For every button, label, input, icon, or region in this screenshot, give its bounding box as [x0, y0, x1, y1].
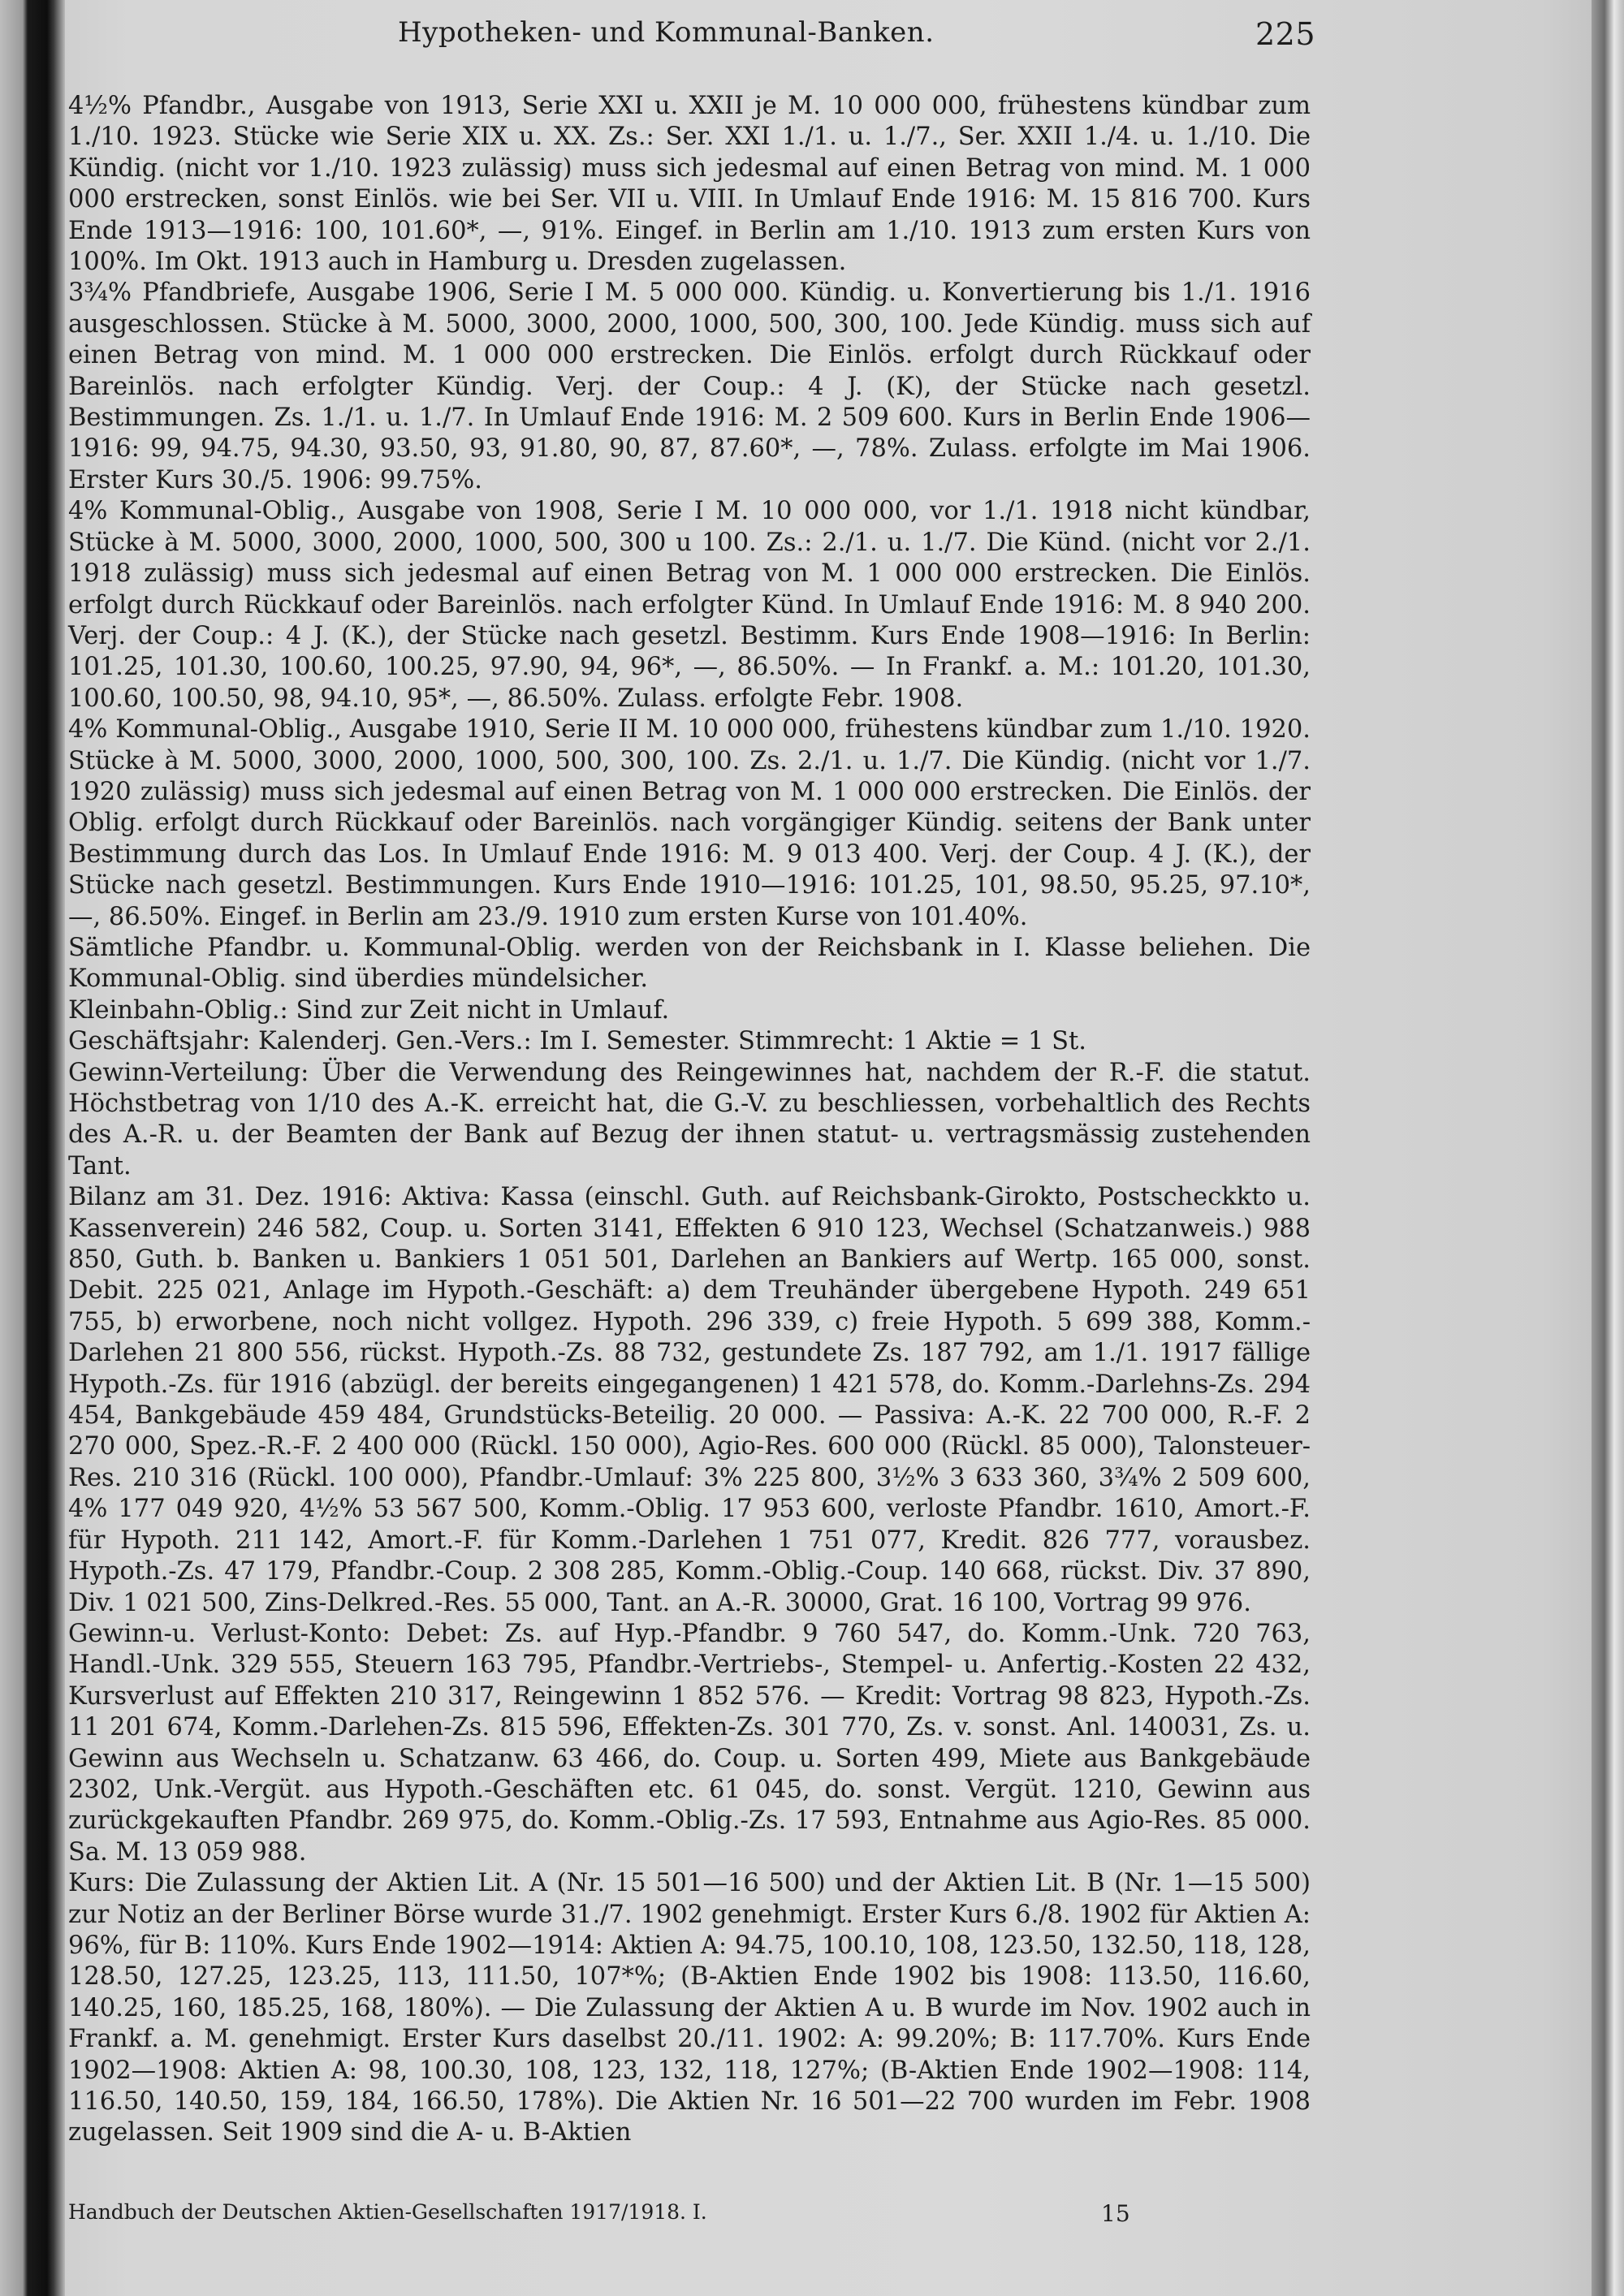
- page-edge-right: [1592, 0, 1624, 2296]
- paragraph-kommunal-oblig-1908: 4% Kommunal-Oblig., Ausgabe von 1908, Serie I M. 10 000 000, vor 1./1. 1918 nicht kündbar, Stücke à M. 5000, 3000, 2000, 1000, 500, 300 u 100. Zs.: 2./1. u. 1./7. Die Künd. (nicht vor 2./1. 1918 zulässig) muss sich jedesmal auf einen Betrag von M. 1 000 000 erstrecken. Die Einlös. erfolgt durch Rückkauf oder Bareinlös. nach erfolgter Künd. In Umlauf Ende 1916: M. 8 940 200. Verj. der Coup.: 4 J. (K.), der Stücke nach gesetzl. Bestimm. Kurs Ende 1908—1916: In Berlin: 101.25, 101.30, 100.60, 100.25, 97.90, 94, 96*, —, 86.50%. — In Frankf. a. M.: 101.20, 101.30, 100.60, 100.50, 98, 94.10, 95*, —, 86.50%. Zulass. erfolgte Febr. 1908.: [68, 497, 1311, 713]
- footer-book-title: Handbuch der Deutschen Aktien-Gesellschaften 1917/1918. I.: [68, 2200, 707, 2224]
- paragraph-reichsbank-beliehen: Sämtliche Pfandbr. u. Kommunal-Oblig. werden von der Reichsbank in I. Klasse beliehen. Die Kommunal-Oblig. sind überdies mündelsicher.: [68, 933, 1311, 994]
- paragraph-kurs: Kurs: Die Zulassung der Aktien Lit. A (Nr. 15 501—16 500) und der Aktien Lit. B (Nr. 1—15 500) zur Notiz an der Berliner Börse wurde 31./7. 1902 genehmigt. Erster Kurs 6./8. 1902 für Aktien A: 96%, für B: 110%. Kurs Ende 1902—1914: Aktien A: 94.75, 100.10, 108, 123.50, 132.50, 118, 128, 128.50, 127.25, 123.25, 113, 111.50, 107*%; (B-Aktien Ende 1902 bis 1908: 113.50, 116.60, 140.25, 160, 185.25, 168, 180%). — Die Zulassung der Aktien A u. B wurde im Nov. 1902 auch in Frankf. a. M. genehmigt. Erster Kurs daselbst 20./11. 1902: A: 99.20%; B: 117.70%. Kurs Ende 1902—1908: Aktien A: 98, 100.30, 108, 123, 132, 118, 127%; (B-Aktien Ende 1902—1908: 114, 116.50, 140.50, 159, 184, 166.50, 178%). Die Aktien Nr. 16 501—22 700 wurden im Febr. 1908 zugelassen. Seit 1909 sind die A- u. B-Aktien: [68, 1869, 1311, 2147]
- paragraph-kleinbahn-oblig: Kleinbahn-Oblig.: Sind zur Zeit nicht in Umlauf.: [68, 995, 670, 1025]
- page-number: 225: [1255, 16, 1315, 52]
- header-title: Hypotheken- und Kommunal-Banken.: [398, 16, 935, 49]
- footer-signature-mark: 15: [1101, 2200, 1130, 2227]
- paragraph-bilanz-1916: Bilanz am 31. Dez. 1916: Aktiva: Kassa (einschl. Guth. auf Reichsbank-Girokto, Postscheckkto u. Kassenverein) 246 582, Coup. u. Sorten 3141, Effekten 6 910 123, Wechsel (Schatzanweis.) 988 850, Guth. b. Banken u. Bankiers 1 051 501, Darlehen an Bankiers auf Wertp. 165 000, sonst. Debit. 225 021, Anlage im Hypoth.-Geschäft: a) dem Treuhänder übergebene Hypoth. 249 651 755, b) erworbene, noch nicht vollgez. Hypoth. 296 339, c) freie Hypoth. 5 699 388, Komm.-Darlehen 21 800 556, rückst. Hypoth.-Zs. 88 732, gestundete Zs. 187 792, am 1./1. 1917 fällige Hypoth.-Zs. für 1916 (abzügl. der bereits eingegangenen) 1 421 578, do. Komm.-Darlehns-Zs. 294 454, Bankgebäude 459 484, Grundstücks-Beteilig. 20 000. — Passiva: A.-K. 22 700 000, R.-F. 2 270 000, Spez.-R.-F. 2 400 000 (Rückl. 150 000), Agio-Res. 600 000 (Rückl. 85 000), Talonsteuer-Res. 210 316 (Rückl. 100 000), Pfandbr.-Umlauf: 3% 225 800, 3½% 3 633 360, 3¾% 2 509 600, 4% 177 049 920, 4½% 53 567 500, Komm.-Oblig. 17 953 600, verloste Pfandbr. 1610, Amort.-F. für Hypoth. 211 142, Amort.-F. für Komm.-Darlehen 1 751 077, Kredit. 826 777, vorausbez. Hypoth.-Zs. 47 179, Pfandbr.-Coup. 2 308 285, Komm.-Oblig.-Coup. 140 668, rückst. Div. 37 890, Div. 1 021 500, Zins-Delkred.-Res. 55 000, Tant. an A.-R. 30000, Grat. 16 100, Vortrag 99 976.: [68, 1183, 1311, 1617]
- page-footer: [68, 2200, 1311, 2233]
- paragraph-pfandbriefe-3-75-1906: 3¾% Pfandbriefe, Ausgabe 1906, Serie I M. 5 000 000. Kündig. u. Konvertierung bis 1./1. 1916 ausgeschlossen. Stücke à M. 5000, 3000, 2000, 1000, 500, 300, 100. Jede Kündig. muss sich auf einen Betrag von mind. M. 1 000 000 erstrecken. Die Einlös. erfolgt durch Rückkauf oder Bareinlös. nach erfolgter Kündig. Verj. der Coup.: 4 J. (K), der Stücke nach gesetzl. Bestimmungen. Zs. 1./1. u. 1./7. In Umlauf Ende 1916: M. 2 509 600. Kurs in Berlin Ende 1906—1916: 99, 94.75, 94.30, 93.50, 93, 91.80, 90, 87, 87.60*, —, 78%. Zulass. erfolgte im Mai 1906. Erster Kurs 30./5. 1906: 99.75%.: [68, 278, 1311, 494]
- paragraph-pfandbr-4-5-1913: 4½% Pfandbr., Ausgabe von 1913, Serie XXI u. XXII je M. 10 000 000, frühestens kündbar zum 1./10. 1923. Stücke wie Serie XIX u. XX. Zs.: Ser. XXI 1./1. u. 1./7., Ser. XXII 1./4. u. 1./10. Die Kündig. (nicht vor 1./10. 1923 zulässig) muss sich jedesmal auf einen Betrag von mind. M. 1 000 000 erstrecken, sonst Einlös. wie bei Ser. VII u. VIII. In Umlauf Ende 1916: M. 15 816 700. Kurs Ende 1913—1916: 100, 101.60*, —, 91%. Eingef. in Berlin am 1./10. 1913 zum ersten Kurs von 100%. Im Okt. 1913 auch in Hamburg u. Dresden zugelassen.: [68, 92, 1311, 277]
- paragraph-geschaeftsjahr: Geschäftsjahr: Kalenderj. Gen.-Vers.: Im I. Semester. Stimmrecht: 1 Aktie = 1 St.: [68, 1027, 1086, 1056]
- paragraph-gewinn-verteilung: Gewinn-Verteilung: Über die Verwendung des Reingewinnes hat, nachdem der R.-F. die statut. Höchstbetrag von 1/10 des A.-K. erreicht hat, die G.-V. zu beschliessen, vorbehaltlich des Rechts des A.-R. u. der Beamten der Bank auf Bezug der ihnen statut- u. vertragsmässig zustehenden Tant.: [68, 1058, 1311, 1180]
- book-binding-shadow: [0, 0, 65, 2296]
- paragraph-gewinn-verlust-konto: Gewinn-u. Verlust-Konto: Debet: Zs. auf Hyp.-Pfandbr. 9 760 547, do. Komm.-Unk. 720 763, Handl.-Unk. 329 555, Steuern 163 795, Pfandbr.-Vertriebs-, Stempel- u. Anfertig.-Kosten 22 432, Kursverlust auf Effekten 210 317, Reingewinn 1 852 576. — Kredit: Vortrag 98 823, Hypoth.-Zs. 11 201 674, Komm.-Darlehen-Zs. 815 596, Effekten-Zs. 301 770, Zs. v. sonst. Anl. 140031, Zs. u. Gewinn aus Wechseln u. Schatzanw. 63 466, do. Coup. u. Sorten 499, Miete aus Bankgebäude 2302, Unk.-Vergüt. aus Hypoth.-Geschäften etc. 61 045, do. sonst. Vergüt. 1210, Gewinn aus zurückgekauften Pfandbr. 269 975, do. Komm.-Oblig.-Zs. 17 593, Entnahme aus Agio-Res. 85 000. Sa. M. 13 059 988.: [68, 1619, 1311, 1867]
- page-body: [68, 91, 1311, 2149]
- paragraph-kommunal-oblig-1910: 4% Kommunal-Oblig., Ausgabe 1910, Serie II M. 10 000 000, frühestens kündbar zum 1./10. 1920. Stücke à M. 5000, 3000, 2000, 1000, 500, 300, 100. Zs. 2./1. u. 1./7. Die Kündig. (nicht vor 1./7. 1920 zulässig) muss sich jedesmal auf einen Betrag von M. 1 000 000 erstrecken. Die Einlös. der Oblig. erfolgt durch Rückkauf oder Bareinlös. nach vorgängiger Kündig. seitens der Bank unter Bestimmung durch das Los. In Umlauf Ende 1916: M. 9 013 400. Verj. der Coup. 4 J. (K.), der Stücke nach gesetzl. Bestimmungen. Kurs Ende 1910—1916: 101.25, 101, 98.50, 95.25, 97.10*, —, 86.50%. Eingef. in Berlin am 23./9. 1910 zum ersten Kurse von 101.40%.: [68, 715, 1311, 931]
- running-header: [398, 16, 1315, 57]
